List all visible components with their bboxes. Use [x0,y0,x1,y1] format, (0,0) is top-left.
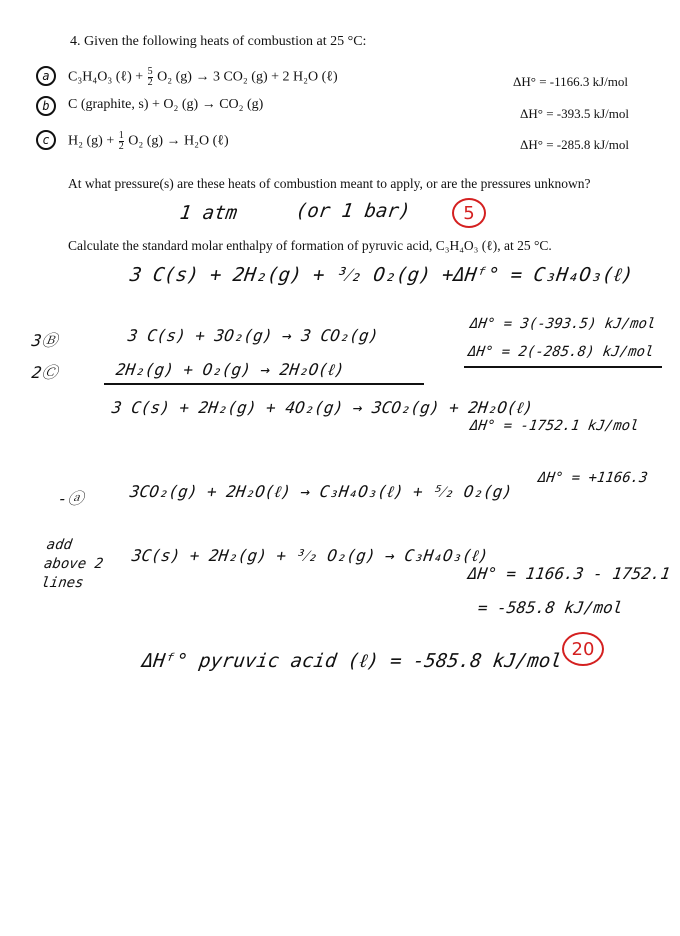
reaction-c-frac-num: 1 [118,130,124,141]
step1-equation: 3 C(s) + 3O₂(g) → 3 CO₂(g) [126,326,380,345]
reverse-equation: 3CO₂(g) + 2H₂O(ℓ) → C₃H₄O₃(ℓ) + ⁵⁄₂ O₂(g) [128,482,514,501]
reaction-c-left: H₂ (g) + [68,133,118,149]
reaction-b-enthalpy: ΔH° = -393.5 kJ/mol [520,106,630,121]
reaction-b-equation: C (graphite, s) + O₂ (g) → CO₂ (g) [68,97,264,112]
sum-rule-left [104,383,424,385]
add-note: add above 2 lines [40,537,105,591]
pressure-alternative: (or 1 bar) [294,200,412,222]
reaction-c-fraction [119,131,124,152]
step2-enthalpy: ΔH° = 2(-285.8) kJ/mol [466,344,655,360]
reaction-a-marker: a [36,66,56,86]
reaction-a-left: C₃H₄O₃ (ℓ) + [68,69,147,85]
reaction-a-frac-den: 2 [147,77,153,88]
step2-label: 2Ⓒ [30,363,59,382]
pressure-score: 5 [452,198,486,228]
reverse-enthalpy: ΔH° = +1166.3 [536,470,649,486]
question-calculate: Calculate the standard molar enthalpy of formation of pyruvic acid, C₃H₄O₃ (ℓ), at 25 °C. [68,238,552,253]
reaction-a-frac-num: 5 [147,66,153,77]
target-equation: 3 C(s) + 2H₂(g) + ³⁄₂ O₂(g) +ΔHᶠ° = C₃H₄O₃(ℓ) [128,264,635,286]
sum-rule-right [464,366,662,368]
reaction-c-marker: c [36,130,56,150]
final-equation: 3C(s) + 2H₂(g) + ³⁄₂ O₂(g) → C₃H₄O₃(ℓ) [130,546,490,565]
formation-enthalpy-result: ΔHᶠ° pyruvic acid (ℓ) = -585.8 kJ/mol [140,650,564,672]
question-heading: 4. Given the following heats of combustion at 25 °C: [70,34,367,49]
reaction-a-fraction [148,67,153,88]
sum-equation: 3 C(s) + 2H₂(g) + 4O₂(g) → 3CO₂(g) + 2H₂O(ℓ) [110,398,535,417]
step2-equation: 2H₂(g) + O₂(g) → 2H₂O(ℓ) [114,360,346,379]
reaction-a-right: O₂ (g) → 3 CO₂ (g) + 2 H₂O (ℓ) [153,69,338,85]
step1-label: 3Ⓑ [30,331,59,350]
reaction-c-frac-den: 2 [118,141,124,152]
final-enthalpy-result: = -585.8 kJ/mol [476,598,624,617]
final-enthalpy-calc: ΔH° = 1166.3 - 1752.1 [466,564,672,583]
question-pressure: At what pressure(s) are these heats of combustion meant to apply, or are the pressures unknown? [68,176,591,191]
reaction-a-enthalpy: ΔH° = -1166.3 kJ/mol [513,74,629,89]
sum-enthalpy: ΔH° = -1752.1 kJ/mol [468,418,640,434]
reaction-c-equation [68,131,229,152]
reaction-b-marker: b [36,96,56,116]
pressure-answer: 1 atm [178,202,239,224]
reverse-label: -ⓐ [56,489,85,508]
reaction-a-equation [68,67,338,88]
step1-enthalpy: ΔH° = 3(-393.5) kJ/mol [468,316,657,332]
reaction-c-enthalpy: ΔH° = -285.8 kJ/mol [520,137,630,152]
reaction-c-right: O₂ (g) → H₂O (ℓ) [124,133,229,149]
total-score: 20 [562,632,604,666]
